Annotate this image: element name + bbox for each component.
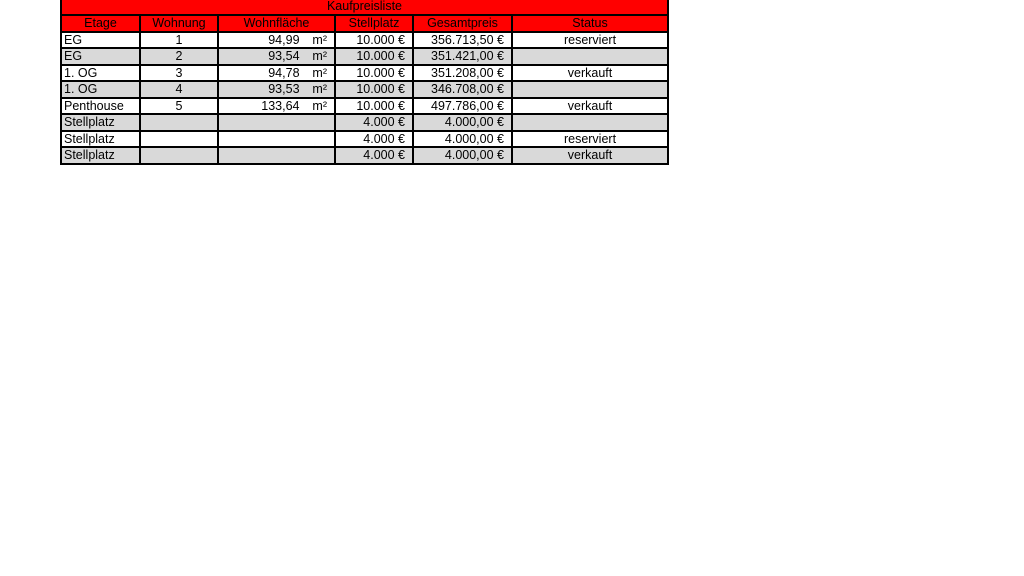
area-unit: m² xyxy=(312,32,327,47)
table-title: Kaufpreisliste xyxy=(61,0,668,15)
table-row xyxy=(61,32,668,49)
cell-stellplatz: 4.000 € xyxy=(335,131,413,148)
cell-etage: EG xyxy=(61,48,140,65)
column-header-stellplatz: Stellplatz xyxy=(335,15,413,32)
cell-status xyxy=(512,114,668,131)
cell-wohnflaeche xyxy=(218,114,335,131)
table-row xyxy=(61,147,668,164)
area-value: 133,64 xyxy=(261,98,300,113)
area-unit: m² xyxy=(312,65,327,80)
cell-status xyxy=(512,81,668,98)
cell-wohnung: 1 xyxy=(140,32,218,49)
area-unit: m² xyxy=(312,82,327,97)
cell-etage: 1. OG xyxy=(61,81,140,98)
cell-status: verkauft xyxy=(512,147,668,164)
cell-stellplatz: 4.000 € xyxy=(335,114,413,131)
cell-stellplatz: 10.000 € xyxy=(335,65,413,82)
cell-status: reserviert xyxy=(512,32,668,49)
column-header-etage: Etage xyxy=(61,15,140,32)
cell-etage: Penthouse xyxy=(61,98,140,115)
cell-etage: EG xyxy=(61,32,140,49)
area-unit: m² xyxy=(312,49,327,64)
cell-etage: Stellplatz xyxy=(61,114,140,131)
column-header-row xyxy=(61,15,668,32)
cell-wohnung: 2 xyxy=(140,48,218,65)
cell-gesamtpreis: 356.713,50 € xyxy=(413,32,512,49)
cell-etage: Stellplatz xyxy=(61,131,140,148)
cell-stellplatz: 10.000 € xyxy=(335,81,413,98)
cell-etage: 1. OG xyxy=(61,65,140,82)
cell-wohnung: 5 xyxy=(140,98,218,115)
cell-status: verkauft xyxy=(512,98,668,115)
column-header-wohnflaeche: Wohnfläche xyxy=(218,15,335,32)
cell-status xyxy=(512,48,668,65)
table-row xyxy=(61,131,668,148)
cell-stellplatz: 10.000 € xyxy=(335,32,413,49)
table-row xyxy=(61,114,668,131)
cell-wohnflaeche xyxy=(218,81,335,98)
cell-stellplatz: 10.000 € xyxy=(335,48,413,65)
cell-status: reserviert xyxy=(512,131,668,148)
cell-etage: Stellplatz xyxy=(61,147,140,164)
column-header-wohnung: Wohnung xyxy=(140,15,218,32)
cell-wohnflaeche xyxy=(218,32,335,49)
cell-gesamtpreis: 346.708,00 € xyxy=(413,81,512,98)
area-unit: m² xyxy=(312,98,327,113)
cell-wohnflaeche xyxy=(218,48,335,65)
cell-wohnflaeche xyxy=(218,98,335,115)
table-row xyxy=(61,98,668,115)
cell-wohnung xyxy=(140,131,218,148)
cell-wohnung: 3 xyxy=(140,65,218,82)
column-header-status: Status xyxy=(512,15,668,32)
cell-wohnung xyxy=(140,114,218,131)
column-header-gesamtpreis: Gesamtpreis xyxy=(413,15,512,32)
cell-wohnflaeche xyxy=(218,65,335,82)
table-title-row xyxy=(61,0,668,15)
area-value: 93,54 xyxy=(268,49,300,64)
cell-gesamtpreis: 497.786,00 € xyxy=(413,98,512,115)
cell-wohnung xyxy=(140,147,218,164)
table-row xyxy=(61,81,668,98)
cell-gesamtpreis: 351.421,00 € xyxy=(413,48,512,65)
area-value: 94,99 xyxy=(268,32,300,47)
cell-wohnflaeche xyxy=(218,131,335,148)
table-row xyxy=(61,65,668,82)
area-value: 94,78 xyxy=(268,65,300,80)
cell-stellplatz: 10.000 € xyxy=(335,98,413,115)
cell-wohnflaeche xyxy=(218,147,335,164)
cell-gesamtpreis: 4.000,00 € xyxy=(413,114,512,131)
table-row xyxy=(61,48,668,65)
cell-stellplatz: 4.000 € xyxy=(335,147,413,164)
area-value: 93,53 xyxy=(268,82,300,97)
cell-wohnung: 4 xyxy=(140,81,218,98)
cell-gesamtpreis: 4.000,00 € xyxy=(413,147,512,164)
price-list-table xyxy=(60,0,669,165)
cell-status: verkauft xyxy=(512,65,668,82)
cell-gesamtpreis: 4.000,00 € xyxy=(413,131,512,148)
cell-gesamtpreis: 351.208,00 € xyxy=(413,65,512,82)
